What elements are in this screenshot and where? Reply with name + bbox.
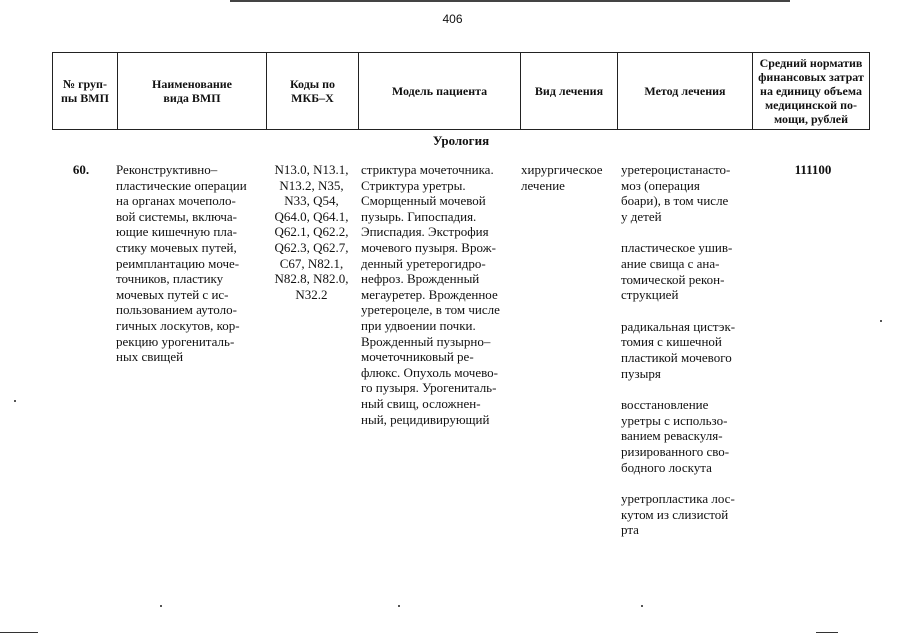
method-item: уретероцистанасто- моз (операция боари), в том числе у детей [621,162,731,224]
patient-model: стриктура мочеточника. Стриктура уретры. Сморщенный мочевой пузырь. Гипоспадия. Эписпадия. Экстрофия мочевого пузыря. Врож- денный уретерогидро- нефроз. Врожденный мегауретер. Врожденное уретероцеле, в том числе при удвоении почки. Врожденный пузырно– мочеточниковый ре- флюкс. Опухоль мочево- го пузыря. Урогениталь- ный свищ, осложнен- ный, рецидивирующий [361,162,500,427]
header-row [53,53,870,130]
header-table [52,52,870,130]
top-border-line [230,0,790,2]
method-item: уретропластика лос- кутом из слизистой рта [621,491,735,538]
page-number: 406 [442,12,463,26]
treatment-type: хирургическое лечение [521,162,603,193]
scan-dot [641,605,643,607]
vmp-name: Реконструктивно– пластические операции на органах мочеполо- вой системы, включа- ющие кишечную пла- стику мочевых путей, реимплантацию моче- точников, пластику мочевых путей с ис- пользованием аутоло- гичных лоскутов, кор- рекцию урогениталь- ных свищей [116,162,247,365]
group-number: 60. [72,162,90,177]
average-cost: 111100 [794,162,832,177]
header-treatment-type: Вид лечения [521,53,618,130]
header-average-cost: Средний норматив финансовых затрат на единицу объема медицинской по- мощи, рублей [753,53,870,130]
scan-dot [160,605,162,607]
icd-codes: N13.0, N13.1, N13.2, N35, N33, Q54, Q64.0, Q64.1, Q62.1, Q62.2, Q62.3, Q62.7, C67, N82.1, N82.8, N82.0, N32.2 [274,162,349,302]
method-item: радикальная цистэк- томия с кишечной пластикой мочевого пузыря [621,318,736,381]
header-treatment-method: Метод лечения [618,53,753,130]
header-patient-model: Модель пациента [359,53,521,130]
header-group-number: № груп- пы ВМП [53,53,118,130]
scan-edge-line [0,632,38,633]
method-item: пластическое ушив- ание свища с ана- томической рекон- струкцией [621,240,733,303]
scan-dot [14,400,16,402]
treatment-methods [621,162,753,554]
header-icd-codes: Коды по МКБ–Х [267,53,359,130]
scan-dot [398,605,400,607]
scan-edge-line [816,632,838,633]
method-item: восстановление уретры с использо- ванием реваскуля- ризированного сво- бодного лоскута [621,397,730,475]
section-title: Урология [432,133,490,148]
header-vmp-name: Наименование вида ВМП [118,53,267,130]
scan-dot [880,320,882,322]
